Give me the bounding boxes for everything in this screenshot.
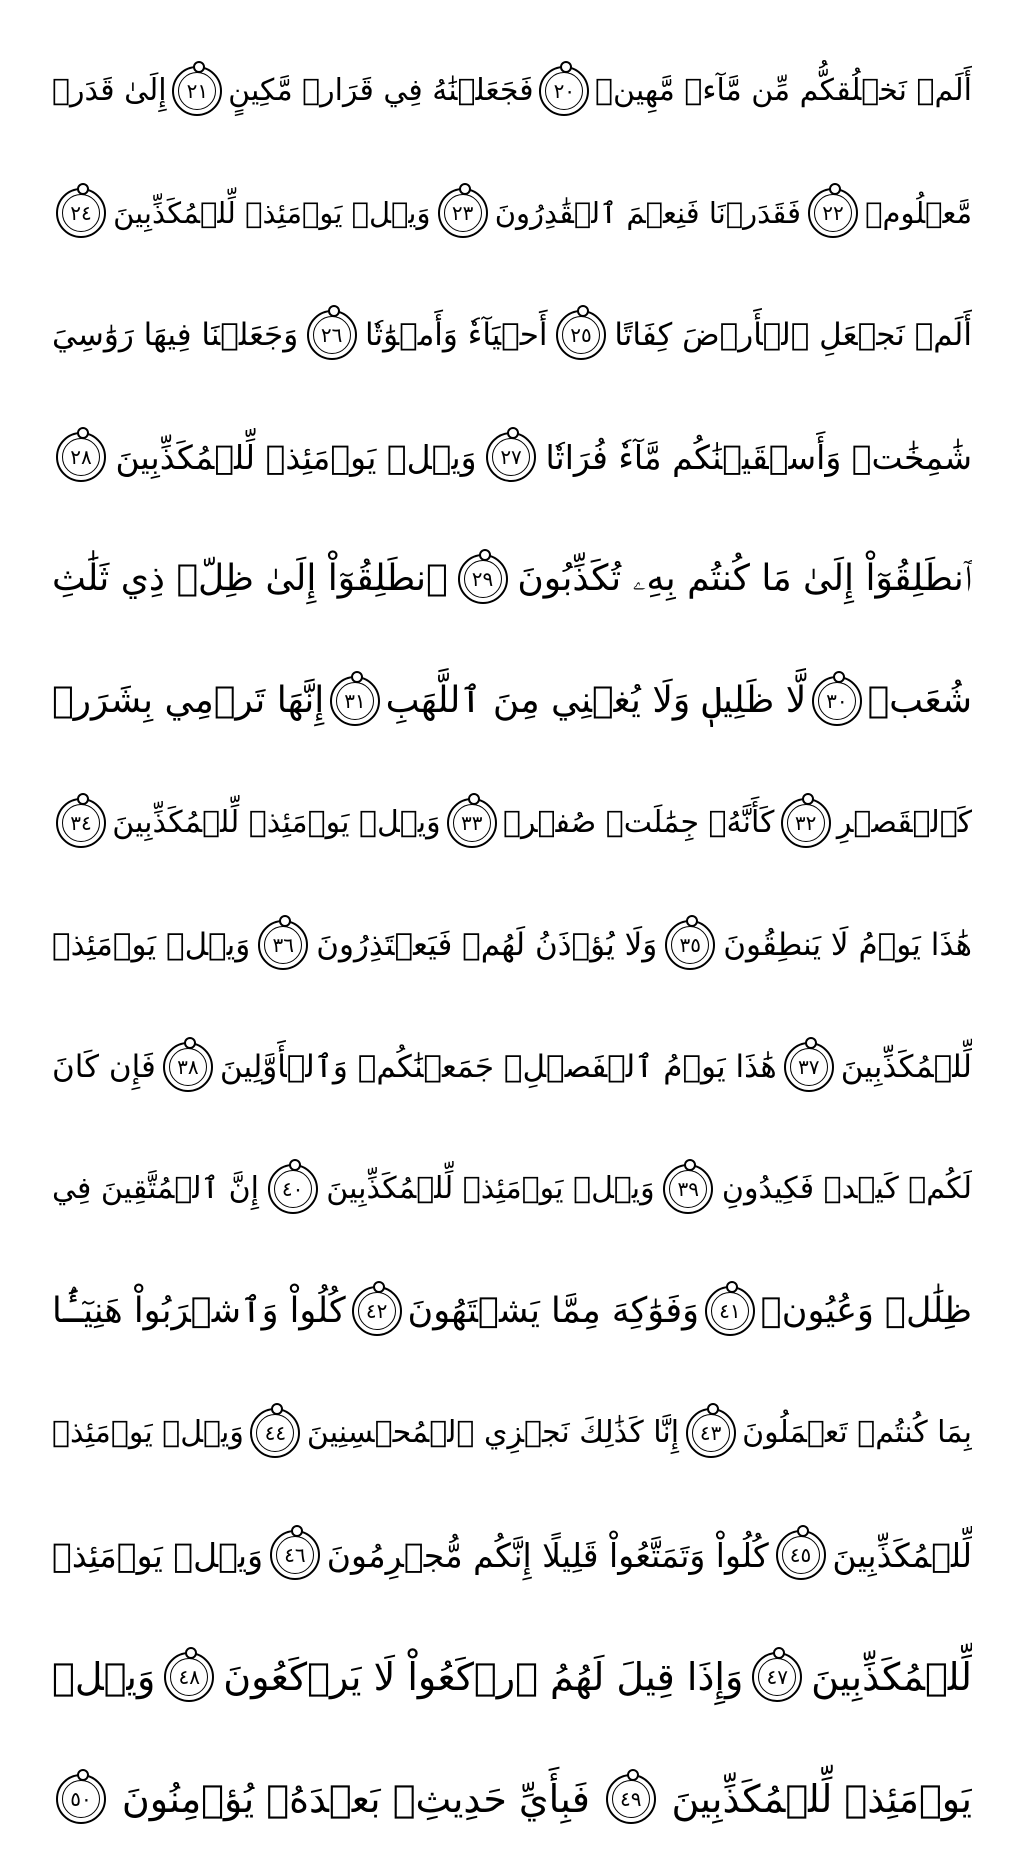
ayah-number: ٥٠ <box>70 1787 92 1811</box>
ayah-number: ٣٣ <box>461 811 483 835</box>
ayah-number: ٣٩ <box>677 1177 700 1201</box>
verse-lines <box>52 30 972 1860</box>
ayah-number-icon <box>56 188 106 238</box>
ayah-number: ٣٥ <box>679 933 701 957</box>
ayah-number-icon <box>438 188 488 238</box>
ayah-number: ٤٥ <box>789 1543 812 1567</box>
verse-line <box>52 1006 972 1128</box>
verse-text: لِّلۡمُكَذِّبِينَ <box>832 1535 972 1575</box>
verse-line <box>52 762 972 884</box>
ayah-number-icon <box>539 66 589 116</box>
ayah-number-icon <box>56 432 106 482</box>
ayah-number-icon <box>705 1286 755 1336</box>
verse-text: وَفَوَٰكِهَ مِمَّا يَشۡتَهُونَ <box>407 1290 699 1331</box>
verse-text: وَيۡلٞ يَوۡمَئِذٖ <box>52 1415 244 1450</box>
verse-text: أَلَمۡ نَجۡعَلِ ٱلۡأَرۡضَ كِفَاتًا <box>614 316 972 353</box>
verse-text: وَيۡلٞ يَوۡمَئِذٖ لِّلۡمُكَذِّبِينَ <box>115 437 477 477</box>
ayah-number: ٢٨ <box>70 445 92 469</box>
verse-text: وَيۡلٞ <box>52 1655 156 1699</box>
verse-text: يَوۡمَئِذٖ لِّلۡمُكَذِّبِينَ <box>671 1777 972 1821</box>
ayah-number: ٢٤ <box>70 201 92 225</box>
ayah-number-icon <box>808 188 858 238</box>
verse-text: وَإِذَا قِيلَ لَهُمُ ٱرۡكَعُواْ لَا يَرۡكَعُونَ <box>223 1655 744 1699</box>
verse-text: وَيۡلٞ يَوۡمَئِذٖ لِّلۡمُكَذِّبِينَ <box>113 195 431 230</box>
verse-line <box>52 1738 972 1860</box>
verse-text: فَبِأَيِّ حَدِيثِۭ بَعۡدَهُۥ يُؤۡمِنُونَ <box>121 1777 590 1821</box>
ayah-number-icon <box>163 1042 213 1092</box>
verse-line <box>52 152 972 274</box>
ayah-number: ٢٦ <box>320 323 343 347</box>
verse-text: ظِلَٰلٖ وَعُيُونٖ <box>760 1290 972 1331</box>
ayah-number-icon <box>270 1530 320 1580</box>
verse-line <box>52 1250 972 1372</box>
verse-text: إِنَّا كَذَٰلِكَ نَجۡزِي ٱلۡمُحۡسِنِينَ <box>306 1415 680 1450</box>
ayah-number: ٢٧ <box>500 445 522 469</box>
verse-text: وَيۡلٞ يَوۡمَئِذٖ لِّلۡمُكَذِّبِينَ <box>112 805 441 840</box>
ayah-number-icon <box>686 1408 736 1458</box>
ayah-number-icon <box>812 676 862 726</box>
verse-line <box>52 1494 972 1616</box>
ayah-number-icon <box>776 1530 826 1580</box>
ayah-number: ٤٠ <box>281 1177 304 1201</box>
verse-text: كُلُواْ وَتَمَتَّعُواْ قَلِيلًا إِنَّكُم مُّجۡرِمُونَ <box>326 1535 769 1575</box>
ayah-number: ٤٩ <box>619 1787 642 1811</box>
verse-text: إِنَّ ٱلۡمُتَّقِينَ فِي <box>52 1171 260 1206</box>
ayah-number-icon <box>164 1652 214 1702</box>
verse-text: وَيۡلٞ يَوۡمَئِذٖ <box>52 1535 264 1575</box>
verse-text: لَّا ظَلِيلٖ وَلَا يُغۡنِي مِنَ ٱللَّهَبِ <box>385 680 807 721</box>
verse-text: وَجَعَلۡنَا فِيهَا رَوَٰسِيَ <box>52 316 299 353</box>
verse-text: وَيۡلٞ يَوۡمَئِذٖ <box>52 926 251 963</box>
verse-text: فَجَعَلۡنَٰهُ فِي قَرَارٖ مَّكِينٍ <box>228 73 534 108</box>
ayah-number-icon <box>606 1774 656 1824</box>
verse-text: أَلَمۡ نَخۡلُقكُّم مِّن مَّآءٖ مَّهِينٖ <box>595 73 972 108</box>
ayah-number-icon <box>458 554 508 604</box>
verse-text: كَٱلۡقَصۡرِ <box>836 805 972 840</box>
ayah-number-icon <box>258 920 308 970</box>
verse-text: إِلَىٰ قَدَرٖ <box>52 73 167 108</box>
verse-text: وَلَا يُؤۡذَنُ لَهُمۡ فَيَعۡتَذِرُونَ <box>316 926 658 963</box>
verse-line <box>52 1372 972 1494</box>
ayah-number-icon <box>447 798 497 848</box>
ayah-number-icon <box>352 1286 402 1336</box>
verse-text: لَكُمۡ كَيۡدٞ فَكِيدُونِ <box>721 1171 972 1206</box>
verse-text: إِنَّهَا تَرۡمِي بِشَرَرٖ <box>52 680 325 721</box>
ayah-number: ٤٦ <box>284 1543 306 1567</box>
verse-text: كَأَنَّهُۥ جِمَٰلَتٞ صُفۡرٞ <box>502 805 775 840</box>
ayah-number-icon <box>172 66 222 116</box>
verse-text: شُعَبٖ <box>867 680 972 721</box>
ayah-number-icon <box>781 798 831 848</box>
verse-line <box>52 884 972 1006</box>
ayah-number: ٤٤ <box>264 1421 287 1445</box>
ayah-number-icon <box>56 1774 106 1824</box>
verse-line <box>52 396 972 518</box>
ayah-number: ٢٠ <box>553 79 576 103</box>
verse-line <box>52 518 972 640</box>
verse-text: لِّلۡمُكَذِّبِينَ <box>840 1048 972 1085</box>
ayah-number: ٢١ <box>186 79 209 103</box>
verse-text: وَيۡلٞ يَوۡمَئِذٖ لِّلۡمُكَذِّبِينَ <box>326 1171 655 1206</box>
ayah-number: ٣١ <box>344 689 366 713</box>
verse-text: مَّعۡلُومٖ <box>865 195 972 230</box>
ayah-number-icon <box>250 1408 300 1458</box>
ayah-number: ٤٢ <box>365 1299 388 1323</box>
ayah-number-icon <box>784 1042 834 1092</box>
verse-text: بِمَا كُنتُمۡ تَعۡمَلُونَ <box>742 1415 972 1450</box>
verse-text: فَإِن كَانَ <box>52 1048 156 1085</box>
ayah-number: ٢٥ <box>570 323 592 347</box>
ayah-number: ٣٨ <box>177 1055 199 1079</box>
ayah-number-icon <box>663 1164 713 1214</box>
ayah-number-icon <box>556 310 606 360</box>
verse-text: ٱنطَلِقُوٓاْ إِلَىٰ مَا كُنتُم بِهِۦ تُكَذِّبُونَ <box>517 558 972 599</box>
ayah-number: ٤٨ <box>178 1665 201 1689</box>
ayah-number-icon <box>486 432 536 482</box>
ayah-number: ٣٠ <box>826 689 848 713</box>
ayah-number-icon <box>330 676 380 726</box>
ayah-number: ٤١ <box>719 1299 741 1323</box>
verse-text: فَقَدَرۡنَا فَنِعۡمَ ٱلۡقَٰدِرُونَ <box>494 195 801 230</box>
ayah-number: ٤٧ <box>766 1665 788 1689</box>
ayah-number: ٢٩ <box>471 567 494 591</box>
verse-line <box>52 640 972 762</box>
verse-line <box>52 30 972 152</box>
verse-text: شَٰمِخَٰتٖ وَأَسۡقَيۡنَٰكُم مَّآءٗ فُرَاتٗا <box>545 437 972 477</box>
verse-text: أَحۡيَآءٗ وَأَمۡوَٰتٗا <box>365 316 548 353</box>
verse-line <box>52 1128 972 1250</box>
ayah-number-icon <box>752 1652 802 1702</box>
ayah-number: ٢٣ <box>451 201 474 225</box>
verse-text: هَٰذَا يَوۡمُ ٱلۡفَصۡلِۖ جَمَعۡنَٰكُمۡ وَٱلۡأَوَّلِينَ <box>219 1048 777 1085</box>
ayah-number: ٣٧ <box>798 1055 820 1079</box>
verse-text: هَٰذَا يَوۡمُ لَا يَنطِقُونَ <box>723 926 972 963</box>
ayah-number: ٤٣ <box>699 1421 722 1445</box>
verse-line <box>52 1616 972 1738</box>
verse-text: كُلُواْ وَٱشۡرَبُواْ هَنِيٓـَٔۢا <box>52 1290 346 1331</box>
ayah-number-icon <box>268 1164 318 1214</box>
ayah-number: ٢٢ <box>822 201 844 225</box>
verse-text: لِّلۡمُكَذِّبِينَ <box>811 1655 972 1699</box>
verse-text: ٱنطَلِقُوٓاْ إِلَىٰ ظِلّٖ ذِي ثَلَٰثِ <box>52 558 448 599</box>
verse-line <box>52 274 972 396</box>
ayah-number: ٣٦ <box>272 933 294 957</box>
ayah-number-icon <box>307 310 357 360</box>
ayah-number-icon <box>665 920 715 970</box>
ayah-number-icon <box>56 798 106 848</box>
ayah-number: ٣٤ <box>70 811 92 835</box>
ayah-number: ٣٢ <box>794 811 817 835</box>
